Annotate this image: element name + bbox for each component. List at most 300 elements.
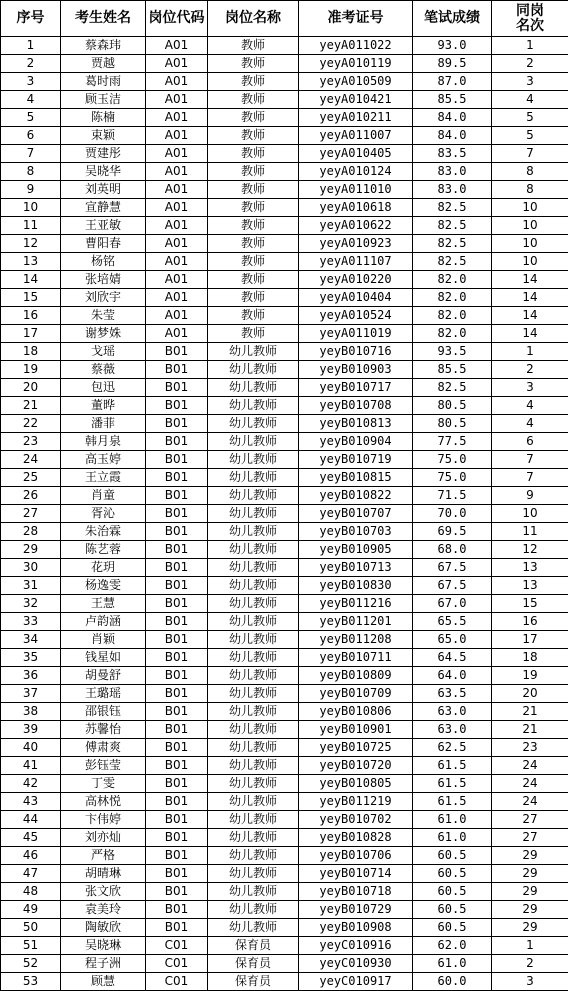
cell-name: 邵银钰 [61, 703, 146, 721]
cell-position-code: A01 [146, 145, 208, 163]
cell-score: 93.5 [413, 343, 492, 361]
cell-position-code: B01 [146, 775, 208, 793]
cell-name: 严格 [61, 847, 146, 865]
cell-exam-id: yeyB010809 [299, 667, 413, 685]
cell-score: 63.0 [413, 703, 492, 721]
cell-position-name: 幼儿教师 [208, 811, 299, 829]
cell-score: 68.0 [413, 541, 492, 559]
cell-serial: 11 [1, 217, 61, 235]
cell-position-name: 教师 [208, 109, 299, 127]
cell-rank: 29 [492, 919, 568, 937]
table-row [1, 793, 568, 811]
cell-exam-id: yeyB010703 [299, 523, 413, 541]
cell-serial: 10 [1, 199, 61, 217]
table-row [1, 379, 568, 397]
cell-serial: 41 [1, 757, 61, 775]
cell-exam-id: yeyB010717 [299, 379, 413, 397]
table-row [1, 973, 568, 991]
table-row [1, 883, 568, 901]
cell-serial: 39 [1, 721, 61, 739]
cell-name: 钱星如 [61, 649, 146, 667]
cell-name: 张培婧 [61, 271, 146, 289]
cell-position-name: 教师 [208, 325, 299, 343]
cell-score: 83.5 [413, 145, 492, 163]
cell-rank: 2 [492, 55, 568, 73]
cell-serial: 52 [1, 955, 61, 973]
cell-position-code: A01 [146, 235, 208, 253]
cell-score: 60.5 [413, 847, 492, 865]
cell-serial: 1 [1, 37, 61, 55]
cell-score: 82.5 [413, 253, 492, 271]
cell-position-code: B01 [146, 829, 208, 847]
header-rank: 同岗名次 [492, 1, 568, 37]
cell-serial: 2 [1, 55, 61, 73]
cell-exam-id: yeyC010917 [299, 973, 413, 991]
cell-rank: 4 [492, 91, 568, 109]
cell-position-code: A01 [146, 271, 208, 289]
table-row [1, 109, 568, 127]
cell-serial: 34 [1, 631, 61, 649]
cell-name: 韩月泉 [61, 433, 146, 451]
cell-position-code: A01 [146, 217, 208, 235]
table-row [1, 721, 568, 739]
table-row [1, 163, 568, 181]
cell-name: 王慧 [61, 595, 146, 613]
header-score: 笔试成绩 [413, 1, 492, 37]
cell-name: 贾建彤 [61, 145, 146, 163]
table-row [1, 199, 568, 217]
cell-position-name: 幼儿教师 [208, 775, 299, 793]
cell-serial: 13 [1, 253, 61, 271]
cell-score: 63.5 [413, 685, 492, 703]
cell-rank: 2 [492, 361, 568, 379]
cell-exam-id: yeyB010707 [299, 505, 413, 523]
table-row [1, 487, 568, 505]
cell-rank: 29 [492, 847, 568, 865]
cell-rank: 7 [492, 145, 568, 163]
cell-position-code: B01 [146, 469, 208, 487]
cell-position-name: 教师 [208, 289, 299, 307]
cell-rank: 23 [492, 739, 568, 757]
cell-rank: 7 [492, 451, 568, 469]
cell-exam-id: yeyA011022 [299, 37, 413, 55]
cell-score: 62.0 [413, 937, 492, 955]
cell-rank: 2 [492, 955, 568, 973]
cell-exam-id: yeyB010706 [299, 847, 413, 865]
cell-name: 王璐瑶 [61, 685, 146, 703]
cell-score: 71.5 [413, 487, 492, 505]
cell-score: 64.0 [413, 667, 492, 685]
cell-serial: 51 [1, 937, 61, 955]
cell-score: 77.5 [413, 433, 492, 451]
cell-position-name: 幼儿教师 [208, 523, 299, 541]
cell-name: 张文欣 [61, 883, 146, 901]
cell-score: 60.5 [413, 883, 492, 901]
cell-score: 69.5 [413, 523, 492, 541]
cell-position-code: B01 [146, 811, 208, 829]
table-row [1, 505, 568, 523]
cell-serial: 29 [1, 541, 61, 559]
cell-serial: 17 [1, 325, 61, 343]
cell-position-code: B01 [146, 703, 208, 721]
table-row [1, 937, 568, 955]
cell-score: 82.0 [413, 271, 492, 289]
cell-position-code: B01 [146, 415, 208, 433]
cell-position-name: 教师 [208, 55, 299, 73]
cell-rank: 8 [492, 163, 568, 181]
cell-exam-id: yeyA010622 [299, 217, 413, 235]
cell-position-code: B01 [146, 649, 208, 667]
cell-serial: 23 [1, 433, 61, 451]
cell-name: 卢韵涵 [61, 613, 146, 631]
cell-serial: 26 [1, 487, 61, 505]
cell-position-name: 幼儿教师 [208, 847, 299, 865]
cell-position-name: 教师 [208, 163, 299, 181]
cell-exam-id: yeyB010719 [299, 451, 413, 469]
cell-position-name: 教师 [208, 253, 299, 271]
cell-serial: 5 [1, 109, 61, 127]
cell-score: 61.0 [413, 955, 492, 973]
cell-score: 65.5 [413, 613, 492, 631]
cell-rank: 10 [492, 217, 568, 235]
cell-score: 60.0 [413, 973, 492, 991]
cell-score: 80.5 [413, 397, 492, 415]
cell-position-name: 保育员 [208, 973, 299, 991]
cell-score: 82.5 [413, 235, 492, 253]
cell-score: 82.5 [413, 199, 492, 217]
cell-name: 肖童 [61, 487, 146, 505]
cell-score: 61.5 [413, 775, 492, 793]
header-position-name: 岗位名称 [208, 1, 299, 37]
cell-position-code: A01 [146, 109, 208, 127]
cell-name: 胡晴琳 [61, 865, 146, 883]
cell-serial: 49 [1, 901, 61, 919]
cell-name: 顾慧 [61, 973, 146, 991]
cell-position-name: 幼儿教师 [208, 433, 299, 451]
cell-rank: 14 [492, 307, 568, 325]
cell-position-name: 教师 [208, 217, 299, 235]
cell-rank: 21 [492, 721, 568, 739]
cell-rank: 24 [492, 757, 568, 775]
header-exam-id: 准考证号 [299, 1, 413, 37]
cell-position-code: C01 [146, 937, 208, 955]
cell-name: 包迅 [61, 379, 146, 397]
cell-rank: 3 [492, 379, 568, 397]
cell-rank: 9 [492, 487, 568, 505]
cell-rank: 4 [492, 415, 568, 433]
cell-name: 程子洲 [61, 955, 146, 973]
cell-position-name: 幼儿教师 [208, 379, 299, 397]
cell-rank: 18 [492, 649, 568, 667]
cell-position-name: 幼儿教师 [208, 721, 299, 739]
cell-rank: 17 [492, 631, 568, 649]
cell-position-code: B01 [146, 361, 208, 379]
cell-name: 刘英明 [61, 181, 146, 199]
cell-position-name: 幼儿教师 [208, 505, 299, 523]
cell-position-name: 保育员 [208, 955, 299, 973]
cell-rank: 21 [492, 703, 568, 721]
cell-position-name: 幼儿教师 [208, 577, 299, 595]
cell-position-code: B01 [146, 613, 208, 631]
cell-name: 吴晓琳 [61, 937, 146, 955]
cell-position-name: 幼儿教师 [208, 685, 299, 703]
table-row [1, 55, 568, 73]
cell-serial: 30 [1, 559, 61, 577]
cell-name: 宣静慧 [61, 199, 146, 217]
cell-score: 84.0 [413, 109, 492, 127]
cell-name: 王立霞 [61, 469, 146, 487]
cell-name: 苏馨怡 [61, 721, 146, 739]
cell-position-name: 幼儿教师 [208, 415, 299, 433]
cell-position-name: 幼儿教师 [208, 865, 299, 883]
cell-position-code: A01 [146, 55, 208, 73]
table-row [1, 145, 568, 163]
cell-serial: 24 [1, 451, 61, 469]
cell-score: 60.5 [413, 901, 492, 919]
cell-name: 肖颖 [61, 631, 146, 649]
cell-score: 67.0 [413, 595, 492, 613]
cell-rank: 8 [492, 181, 568, 199]
cell-position-name: 保育员 [208, 937, 299, 955]
cell-rank: 11 [492, 523, 568, 541]
cell-name: 陈艺蓉 [61, 541, 146, 559]
cell-position-code: B01 [146, 595, 208, 613]
cell-exam-id: yeyB010815 [299, 469, 413, 487]
cell-position-name: 幼儿教师 [208, 883, 299, 901]
table-row [1, 829, 568, 847]
cell-position-name: 教师 [208, 307, 299, 325]
cell-exam-id: yeyB010903 [299, 361, 413, 379]
cell-serial: 47 [1, 865, 61, 883]
cell-position-code: A01 [146, 289, 208, 307]
cell-exam-id: yeyA010211 [299, 109, 413, 127]
cell-score: 85.5 [413, 361, 492, 379]
cell-name: 谢梦姝 [61, 325, 146, 343]
table-row [1, 955, 568, 973]
cell-rank: 24 [492, 793, 568, 811]
cell-exam-id: yeyB010714 [299, 865, 413, 883]
cell-score: 87.0 [413, 73, 492, 91]
cell-exam-id: yeyB010905 [299, 541, 413, 559]
cell-position-code: B01 [146, 451, 208, 469]
cell-name: 袁美玲 [61, 901, 146, 919]
cell-name: 高玉婷 [61, 451, 146, 469]
table-row [1, 559, 568, 577]
cell-position-name: 教师 [208, 37, 299, 55]
cell-position-code: B01 [146, 541, 208, 559]
table-row [1, 91, 568, 109]
cell-position-name: 幼儿教师 [208, 667, 299, 685]
cell-position-name: 教师 [208, 127, 299, 145]
cell-serial: 37 [1, 685, 61, 703]
table-row [1, 37, 568, 55]
cell-position-code: A01 [146, 307, 208, 325]
cell-rank: 13 [492, 577, 568, 595]
cell-position-name: 幼儿教师 [208, 343, 299, 361]
cell-rank: 29 [492, 901, 568, 919]
cell-exam-id: yeyB010813 [299, 415, 413, 433]
cell-exam-id: yeyB010908 [299, 919, 413, 937]
cell-position-name: 幼儿教师 [208, 703, 299, 721]
cell-serial: 27 [1, 505, 61, 523]
cell-rank: 6 [492, 433, 568, 451]
cell-score: 83.0 [413, 181, 492, 199]
cell-name: 丁雯 [61, 775, 146, 793]
cell-position-code: C01 [146, 955, 208, 973]
table-row [1, 811, 568, 829]
cell-rank: 3 [492, 973, 568, 991]
cell-exam-id: yeyB011219 [299, 793, 413, 811]
table-row [1, 361, 568, 379]
cell-rank: 14 [492, 271, 568, 289]
cell-name: 潘菲 [61, 415, 146, 433]
cell-serial: 6 [1, 127, 61, 145]
table-row [1, 865, 568, 883]
cell-exam-id: yeyB010713 [299, 559, 413, 577]
cell-exam-id: yeyB010828 [299, 829, 413, 847]
cell-exam-id: yeyB011216 [299, 595, 413, 613]
cell-exam-id: yeyB010805 [299, 775, 413, 793]
cell-name: 胡曼舒 [61, 667, 146, 685]
cell-name: 彭钰莹 [61, 757, 146, 775]
cell-name: 杨铭 [61, 253, 146, 271]
cell-serial: 22 [1, 415, 61, 433]
cell-rank: 12 [492, 541, 568, 559]
cell-name: 花玥 [61, 559, 146, 577]
cell-position-code: B01 [146, 487, 208, 505]
cell-position-code: A01 [146, 199, 208, 217]
cell-position-code: B01 [146, 919, 208, 937]
cell-position-code: B01 [146, 685, 208, 703]
cell-score: 83.0 [413, 163, 492, 181]
cell-name: 曹阳春 [61, 235, 146, 253]
cell-rank: 16 [492, 613, 568, 631]
cell-rank: 10 [492, 235, 568, 253]
cell-score: 60.5 [413, 865, 492, 883]
cell-score: 75.0 [413, 451, 492, 469]
cell-serial: 35 [1, 649, 61, 667]
cell-serial: 42 [1, 775, 61, 793]
cell-serial: 3 [1, 73, 61, 91]
table-row [1, 289, 568, 307]
cell-position-name: 教师 [208, 91, 299, 109]
cell-name: 朱治霖 [61, 523, 146, 541]
cell-score: 61.0 [413, 811, 492, 829]
cell-exam-id: yeyB011201 [299, 613, 413, 631]
cell-rank: 27 [492, 811, 568, 829]
cell-rank: 5 [492, 109, 568, 127]
cell-position-name: 教师 [208, 181, 299, 199]
cell-position-name: 幼儿教师 [208, 649, 299, 667]
cell-position-code: B01 [146, 883, 208, 901]
cell-serial: 53 [1, 973, 61, 991]
cell-position-code: A01 [146, 181, 208, 199]
cell-rank: 5 [492, 127, 568, 145]
cell-serial: 48 [1, 883, 61, 901]
cell-exam-id: yeyB010709 [299, 685, 413, 703]
table-row [1, 595, 568, 613]
cell-serial: 7 [1, 145, 61, 163]
cell-position-code: B01 [146, 631, 208, 649]
cell-name: 董晔 [61, 397, 146, 415]
cell-exam-id: yeyA010923 [299, 235, 413, 253]
table-row [1, 685, 568, 703]
cell-position-name: 教师 [208, 73, 299, 91]
table-row [1, 649, 568, 667]
table-row [1, 613, 568, 631]
cell-rank: 13 [492, 559, 568, 577]
cell-name: 蔡薇 [61, 361, 146, 379]
cell-position-code: A01 [146, 163, 208, 181]
cell-serial: 20 [1, 379, 61, 397]
cell-exam-id: yeyB010901 [299, 721, 413, 739]
cell-position-code: B01 [146, 757, 208, 775]
cell-position-name: 幼儿教师 [208, 901, 299, 919]
cell-serial: 12 [1, 235, 61, 253]
cell-position-name: 幼儿教师 [208, 559, 299, 577]
table-row [1, 667, 568, 685]
cell-position-name: 幼儿教师 [208, 397, 299, 415]
cell-exam-id: yeyB010806 [299, 703, 413, 721]
cell-score: 82.0 [413, 325, 492, 343]
table-row [1, 451, 568, 469]
table-row [1, 757, 568, 775]
cell-position-name: 幼儿教师 [208, 739, 299, 757]
cell-serial: 36 [1, 667, 61, 685]
cell-position-name: 幼儿教师 [208, 631, 299, 649]
cell-exam-id: yeyB010711 [299, 649, 413, 667]
cell-rank: 14 [492, 325, 568, 343]
cell-name: 葛时雨 [61, 73, 146, 91]
cell-position-name: 教师 [208, 271, 299, 289]
cell-name: 蔡森玮 [61, 37, 146, 55]
cell-position-code: B01 [146, 793, 208, 811]
cell-score: 64.5 [413, 649, 492, 667]
cell-position-name: 幼儿教师 [208, 487, 299, 505]
cell-rank: 10 [492, 505, 568, 523]
cell-rank: 1 [492, 37, 568, 55]
cell-serial: 16 [1, 307, 61, 325]
cell-name: 刘欣宇 [61, 289, 146, 307]
cell-rank: 4 [492, 397, 568, 415]
cell-serial: 21 [1, 397, 61, 415]
cell-score: 82.5 [413, 217, 492, 235]
cell-exam-id: yeyB010729 [299, 901, 413, 919]
table-row [1, 523, 568, 541]
cell-position-code: B01 [146, 667, 208, 685]
cell-position-code: B01 [146, 865, 208, 883]
cell-name: 束颖 [61, 127, 146, 145]
cell-exam-id: yeyB010725 [299, 739, 413, 757]
table-row [1, 541, 568, 559]
cell-rank: 24 [492, 775, 568, 793]
cell-position-code: A01 [146, 91, 208, 109]
cell-score: 80.5 [413, 415, 492, 433]
cell-serial: 4 [1, 91, 61, 109]
cell-position-code: B01 [146, 397, 208, 415]
cell-serial: 19 [1, 361, 61, 379]
header-name: 考生姓名 [61, 1, 146, 37]
cell-name: 陈楠 [61, 109, 146, 127]
cell-position-name: 教师 [208, 145, 299, 163]
table-row [1, 433, 568, 451]
cell-rank: 29 [492, 865, 568, 883]
cell-score: 61.5 [413, 757, 492, 775]
cell-score: 82.0 [413, 307, 492, 325]
cell-name: 戈瑶 [61, 343, 146, 361]
cell-exam-id: yeyC010930 [299, 955, 413, 973]
cell-serial: 8 [1, 163, 61, 181]
